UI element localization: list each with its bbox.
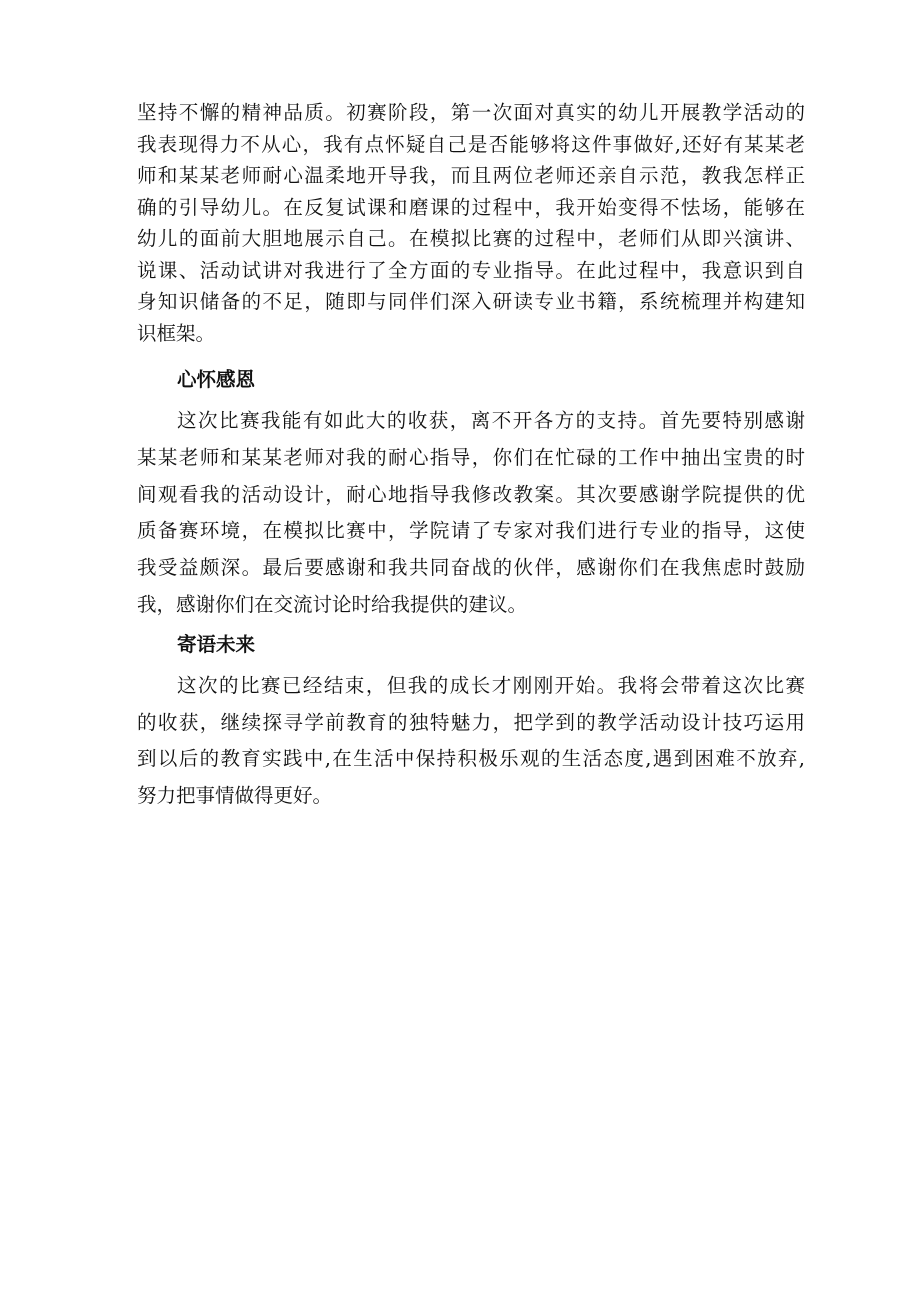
future-paragraph [137, 668, 805, 815]
gratitude-line: 质备赛环境，在模拟比赛中，学院请了专家对我们进行专业的指导，这使 [137, 519, 805, 543]
document-page [137, 97, 805, 815]
intro-line: 说课、活动试讲对我进行了全方面的专业指导。在此过程中，我意识到自 [137, 258, 805, 282]
intro-line: 确的引导幼儿。在反复试课和磨课的过程中，我开始变得不怯场，能够在 [137, 195, 805, 219]
section-heading-gratitude: 心怀感恩 [177, 368, 256, 391]
gratitude-line: 我，感谢你们在交流讨论时给我提供的建议。 [137, 592, 528, 616]
intro-paragraph [137, 97, 805, 349]
intro-line: 师和某某老师耐心温柔地开导我，而且两位老师还亲自示范，教我怎样正 [137, 164, 805, 187]
future-line: 的收获，继续探寻学前教育的独特魅力，把学到的教学活动设计技巧运用 [137, 710, 805, 734]
section-heading-future: 寄语未来 [177, 632, 256, 656]
intro-line: 幼儿的面前大胆地展示自己。在模拟比赛的过程中，老师们从即兴演讲、 [137, 227, 805, 250]
future-line: 这次的比赛已经结束，但我的成长才刚刚开始。我将会带着这次比赛 [177, 673, 805, 697]
intro-line: 识框架。 [137, 321, 216, 345]
future-line: 努力把事情做得更好。 [137, 784, 333, 808]
intro-line: 坚持不懈的精神品质。初赛阶段，第一次面对真实的幼儿开展教学活动的 [137, 101, 805, 124]
gratitude-line: 间观看我的活动设计，耐心地指导我修改教案。其次要感谢学院提供的优 [137, 482, 805, 506]
gratitude-line: 某某老师和某某老师对我的耐心指导，你们在忙碌的工作中抽出宝贵的时 [137, 445, 805, 469]
gratitude-paragraph [137, 403, 805, 624]
intro-line: 我表现得力不从心，我有点怀疑自己是否能够将这件事做好,还好有某某老 [137, 132, 805, 156]
gratitude-line: 这次比赛我能有如此大的收获，离不开各方的支持。首先要特别感谢 [177, 409, 805, 432]
future-line: 到以后的教育实践中,在生活中保持积极乐观的生活态度,遇到困难不放弃, [137, 747, 805, 771]
gratitude-line: 我受益颇深。最后要感谢和我共同奋战的伙伴，感谢你们在我焦虑时鼓励 [137, 556, 805, 580]
intro-line: 身知识储备的不足，随即与同伴们深入研读专业书籍，系统梳理并构建知 [137, 290, 805, 313]
